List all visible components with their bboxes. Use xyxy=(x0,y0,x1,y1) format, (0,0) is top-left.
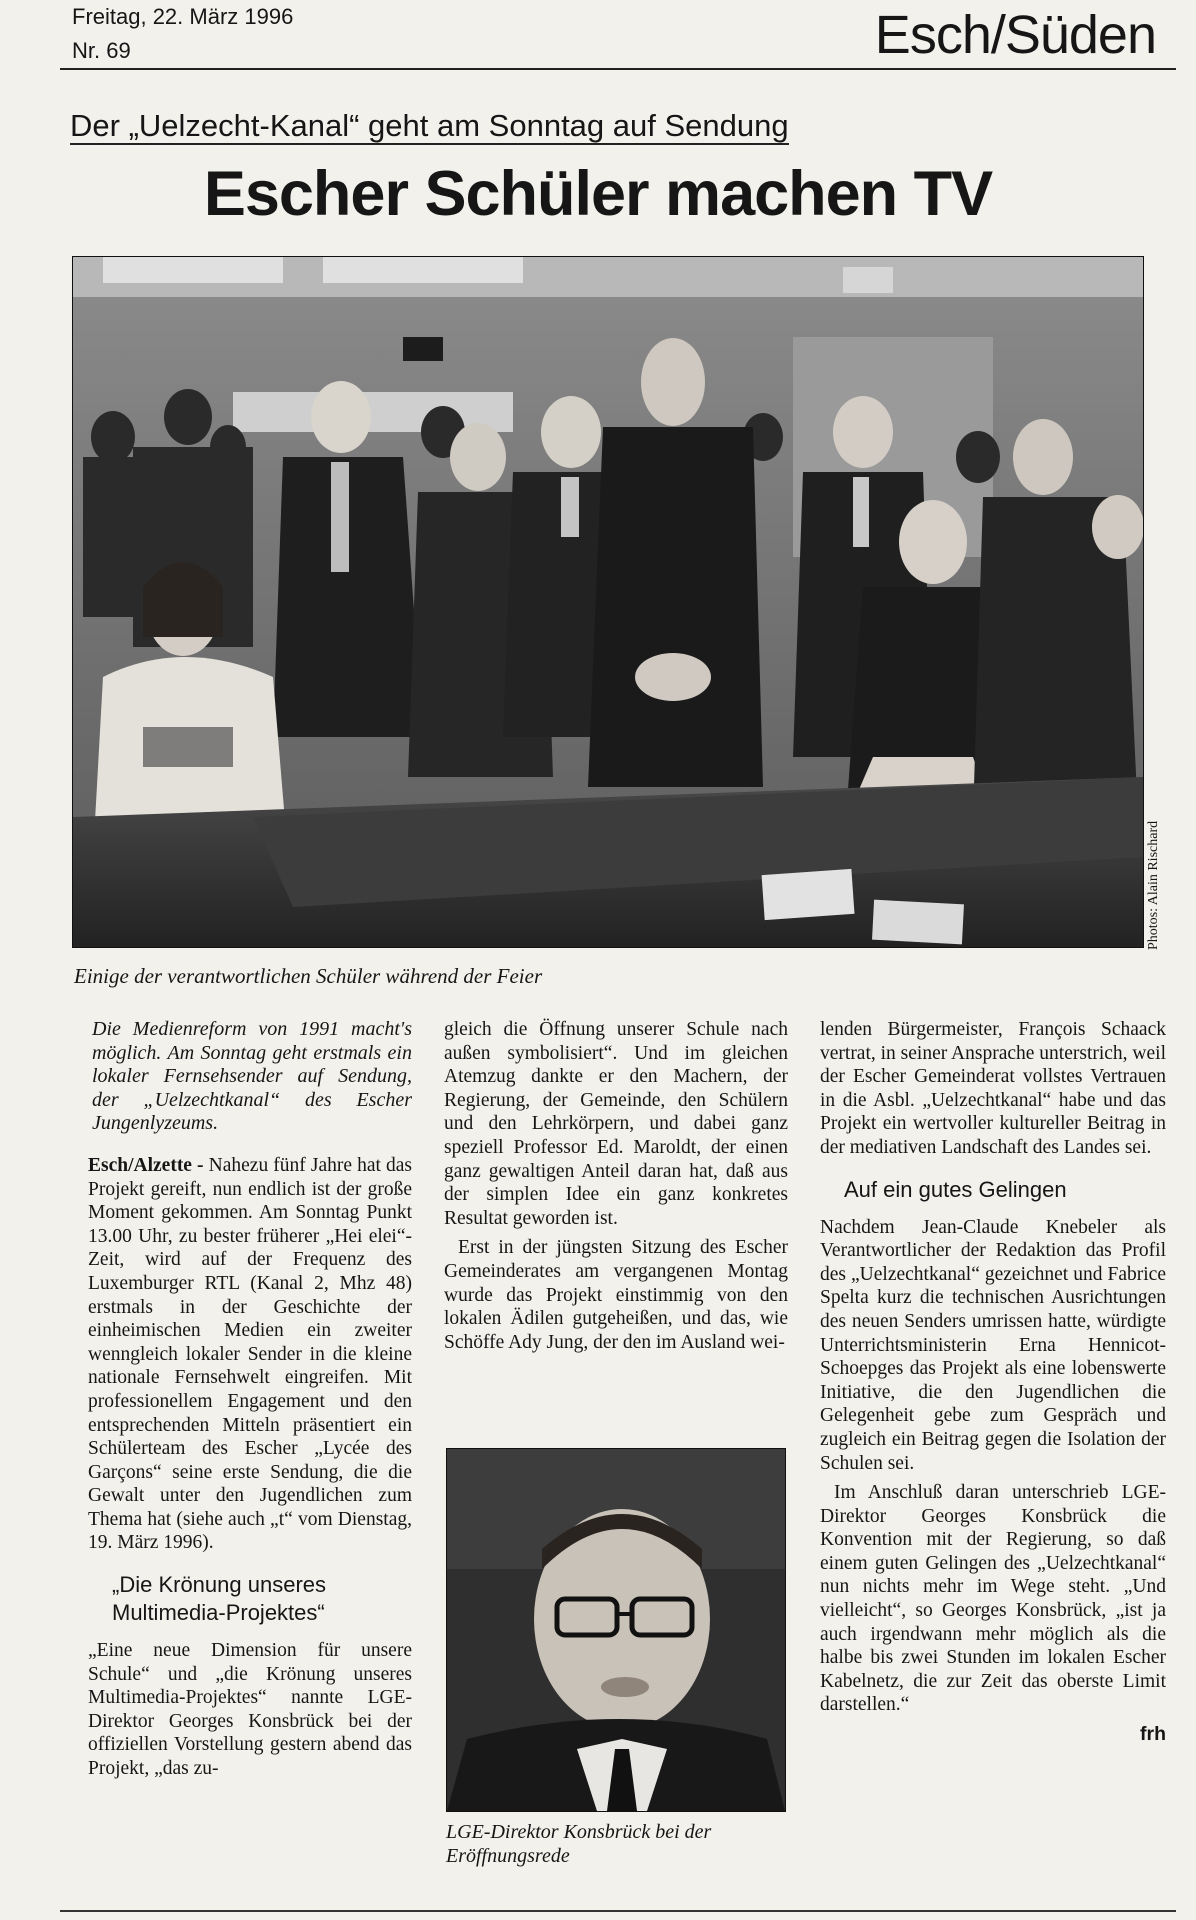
main-photo xyxy=(72,256,1144,948)
author-signature: frh xyxy=(1140,1723,1166,1746)
paragraph: Im Anschluß daran unterschrieb LGE-Direktor Georges Konsbrück die Konvention mit der Regierung, so daß einem guten Gelingen des „Uelzechtkanal“ nun nichts mehr im Wege steht. „Und vielleicht“, so Georges Konsbrück, „ist ja auch irgendwann mehr möglich als die halbe bis zwei Stunden im lokalen Escher Kabelnetz, die zur Zeit das oberste Limit darstellen.“ xyxy=(820,1482,1166,1716)
paragraph xyxy=(88,1154,412,1555)
students-photo-illustration xyxy=(73,257,1143,947)
footer-rule xyxy=(60,1910,1176,1912)
article-kicker: Der „Uelzecht-Kanal“ geht am Sonntag auf Sendung xyxy=(70,108,789,143)
director-photo xyxy=(446,1448,786,1812)
article-column-2 xyxy=(444,1018,788,1360)
article-column-1 xyxy=(88,1018,412,1787)
paragraph: lenden Bürgermeister, François Schaack vertrat, in seiner Ansprache unterstrich, weil der Escher Gemeinderat vollstes Vertrauen in die Asbl. „Uelzechtkanal“ habe und das Projekt ein wertvoller kultureller Beitrag in der mediativen Landschaft des Landes sei. xyxy=(820,1019,1167,1158)
photo-credit xyxy=(1146,770,1168,950)
section-title: Esch/Süden xyxy=(874,5,1156,65)
main-photo-caption: Einige der verantwortlichen Schüler während der Feier xyxy=(74,964,543,988)
director-photo-caption: LGE-Direktor Konsbrück bei der Eröffnungsrede xyxy=(446,1821,712,1867)
paragraph: Nachdem Jean-Claude Knebeler als Verantwortlicher der Redaktion das Profil des „Uelzechtkanal“ gezeichnet und Fabrice Spelta kurz die technischen Ausrichtungen des neuen Senders umrissen hatte, würdigte Unterrichtsministerin Erna Hennicot-Schoepges das Projekt als eine lobenswerte Initiative, die den Jugendlichen die Gelegenheit gebe zum Gespräch und zugleich ein Beitrag gegen die Isolation der Schulen sei. xyxy=(820,1216,1166,1474)
paragraph: Erst in der jüngsten Sitzung des Escher Gemeinderates am vergangenen Montag wurde das Projekt einstimmig von den lokalen Ädilen gutgeheißen, und das, wie Schöffe Ady Jung, der den im Ausland wei- xyxy=(444,1237,788,1353)
subheading: „Die Krönung unseres Multimedia-Projektes“ xyxy=(112,1572,327,1626)
subheading: Auf ein gutes Gelingen xyxy=(844,1176,1067,1202)
paragraph: gleich die Öffnung unserer Schule nach außen symbolisiert“. Und im gleichen Atemzug dankte er den Machern, der Regierung, der Gemeinde, den Schülern und den Lehrkörpern, und dabei ganz speziell Professor Ed. Maroldt, der einen ganz gewaltigen Anteil daran hat, daß aus der simplen Idee ein ganz konkretes Resultat geworden ist. xyxy=(444,1019,788,1229)
dateline: Esch/Alzette - xyxy=(88,1154,204,1176)
issue-date: Freitag, 22. März 1996 xyxy=(72,4,294,29)
director-portrait-illustration xyxy=(447,1449,785,1811)
paragraph-text: Nahezu fünf Jahre hat das Projekt gereift, nun endlich ist der große Moment gekommen. Am Sonntag Punkt 13.00 Uhr, zu bester früherer „Hei elei“-Zeit, wird auf der Frequenz des Luxemburger RTL (Kanal 2, Mhz 48) erstmals in der Geschichte der einheimischen Medien ein zweiter wenngleich lokaler Sender in die kleine nationale Fernsehwelt eingreifen. Mit professionellem Engagement und den entsprechenden Mitteln präsentiert ein Schülerteam des Escher „Lycée des Garçons“ seine erste Sendung, die die Gewalt unter den Jugendlichen zum Thema hat (siehe auch „t“ vom Dienstag, 19. März 1996). xyxy=(88,1154,413,1554)
article-column-3 xyxy=(820,1018,1166,1747)
article-lead: Die Medienreform von 1991 macht's möglich. Am Sonntag geht erstmals ein lokaler Fernsehsender auf Sendung, der „Uelzechtkanal“ des Escher Jungenlyzeums. xyxy=(92,1018,412,1135)
paragraph: „Eine neue Dimension für unsere Schule“ und „die Krönung unseres Multimedia-Projektes“ nannte LGE-Direktor Georges Konsbrück bei der offiziellen Vorstellung gestern abend das Projekt, „das zu- xyxy=(88,1640,412,1780)
photo-credit-text: Photos: Alain Rischard xyxy=(1146,820,1161,950)
issue-number: Nr. 69 xyxy=(72,38,131,63)
header-rule xyxy=(60,68,1176,70)
article-headline: Escher Schüler machen TV xyxy=(203,159,993,229)
